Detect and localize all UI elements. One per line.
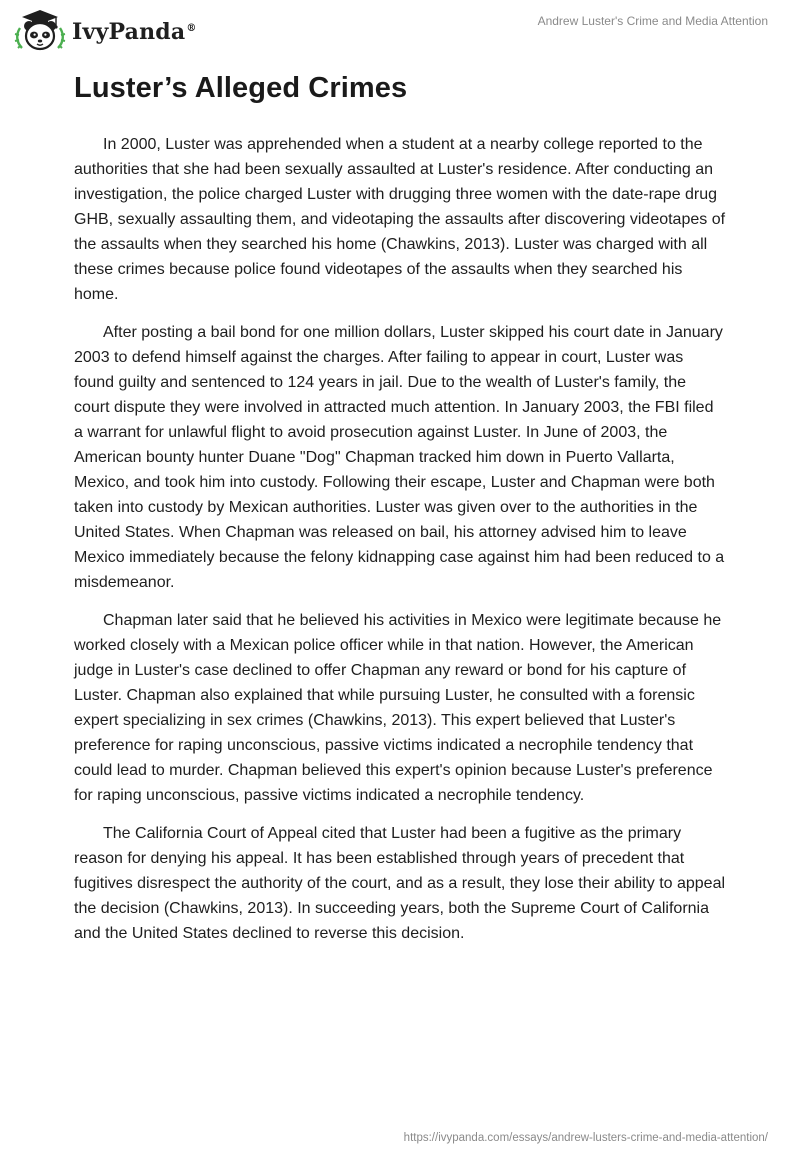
paragraph-3: Chapman later said that he believed his activities in Mexico were legitimate because he worked closely with a Mexican police officer while in that nation. However, the American judge in Luster's case declined to offer Chapman any reward or bond for his capture of Luster. Chapman also explained that while pursuing Luster, he consulted with a forensic expert specializing in sex crimes (Chawkins, 2013). This expert believed that Luster's preference for raping unconscious, passive victims indicated a necrophile tendency that could lead to murder. Chapman believed this expert's opinion because Luster's preference for raping unconscious, passive victims indicated a necrophile tendency. — [74, 612, 722, 804]
brand-name: IvyPanda® — [72, 19, 197, 45]
paragraph-1: In 2000, Luster was apprehended when a student at a nearby college reported to the authorities that she had been sexually assaulted at Luster's residence. After conducting an investigation, the police charged Luster with drugging three women with the date-rape drug GHB, sexually assaulting them, and videotaping the assaults after discovering videotapes of the assaults when they searched his home (Chawkins, 2013). Luster was charged with all these crimes because police found videotapes of the assaults when they searched his home. — [74, 136, 726, 303]
paragraph-2: After posting a bail bond for one million dollars, Luster skipped his court date in January 2003 to defend himself against the charges. After failing to appear in court, Luster was found guilty and sentenced to 124 years in jail. Due to the wealth of Luster's family, the court dispute they were involved in attracted much attention. In January 2003, the FBI filed a warrant for unlawful flight to avoid prosecution against Luster. In June of 2003, the American bounty hunter Duane "Dog" Chapman tracked him down in Puerto Vallarta, Mexico, and took him into custody. Following their escape, Luster and Chapman were both taken into custody by Mexican authorities. Luster was given over to the authorities in the United States. When Chapman was released on bail, his attorney advised him to leave Mexico immediately because the felony kidnapping case against him had been reduced to a misdemeanor. — [74, 324, 725, 591]
paragraph-4: The California Court of Appeal cited that Luster had been a fugitive as the primary reason for denying his appeal. It has been established through years of precedent that fugitives disrespect the authority of the court, and as a result, they lose their ability to appeal the decision (Chawkins, 2013). In succeeding years, both the Supreme Court of California and the United States declined to reverse this decision. — [74, 825, 726, 942]
essay-body — [74, 132, 726, 959]
document-title: Andrew Luster's Crime and Media Attention — [537, 14, 768, 28]
page-header — [0, 0, 800, 60]
ivypanda-logo[interactable] — [14, 8, 197, 54]
panda-graduate-icon — [14, 8, 66, 54]
registered-mark: ® — [186, 22, 197, 34]
section-heading: Luster’s Alleged Crimes — [74, 72, 408, 104]
source-url[interactable]: https://ivypanda.com/essays/andrew-lusters-crime-and-media-attention/ — [403, 1132, 768, 1144]
